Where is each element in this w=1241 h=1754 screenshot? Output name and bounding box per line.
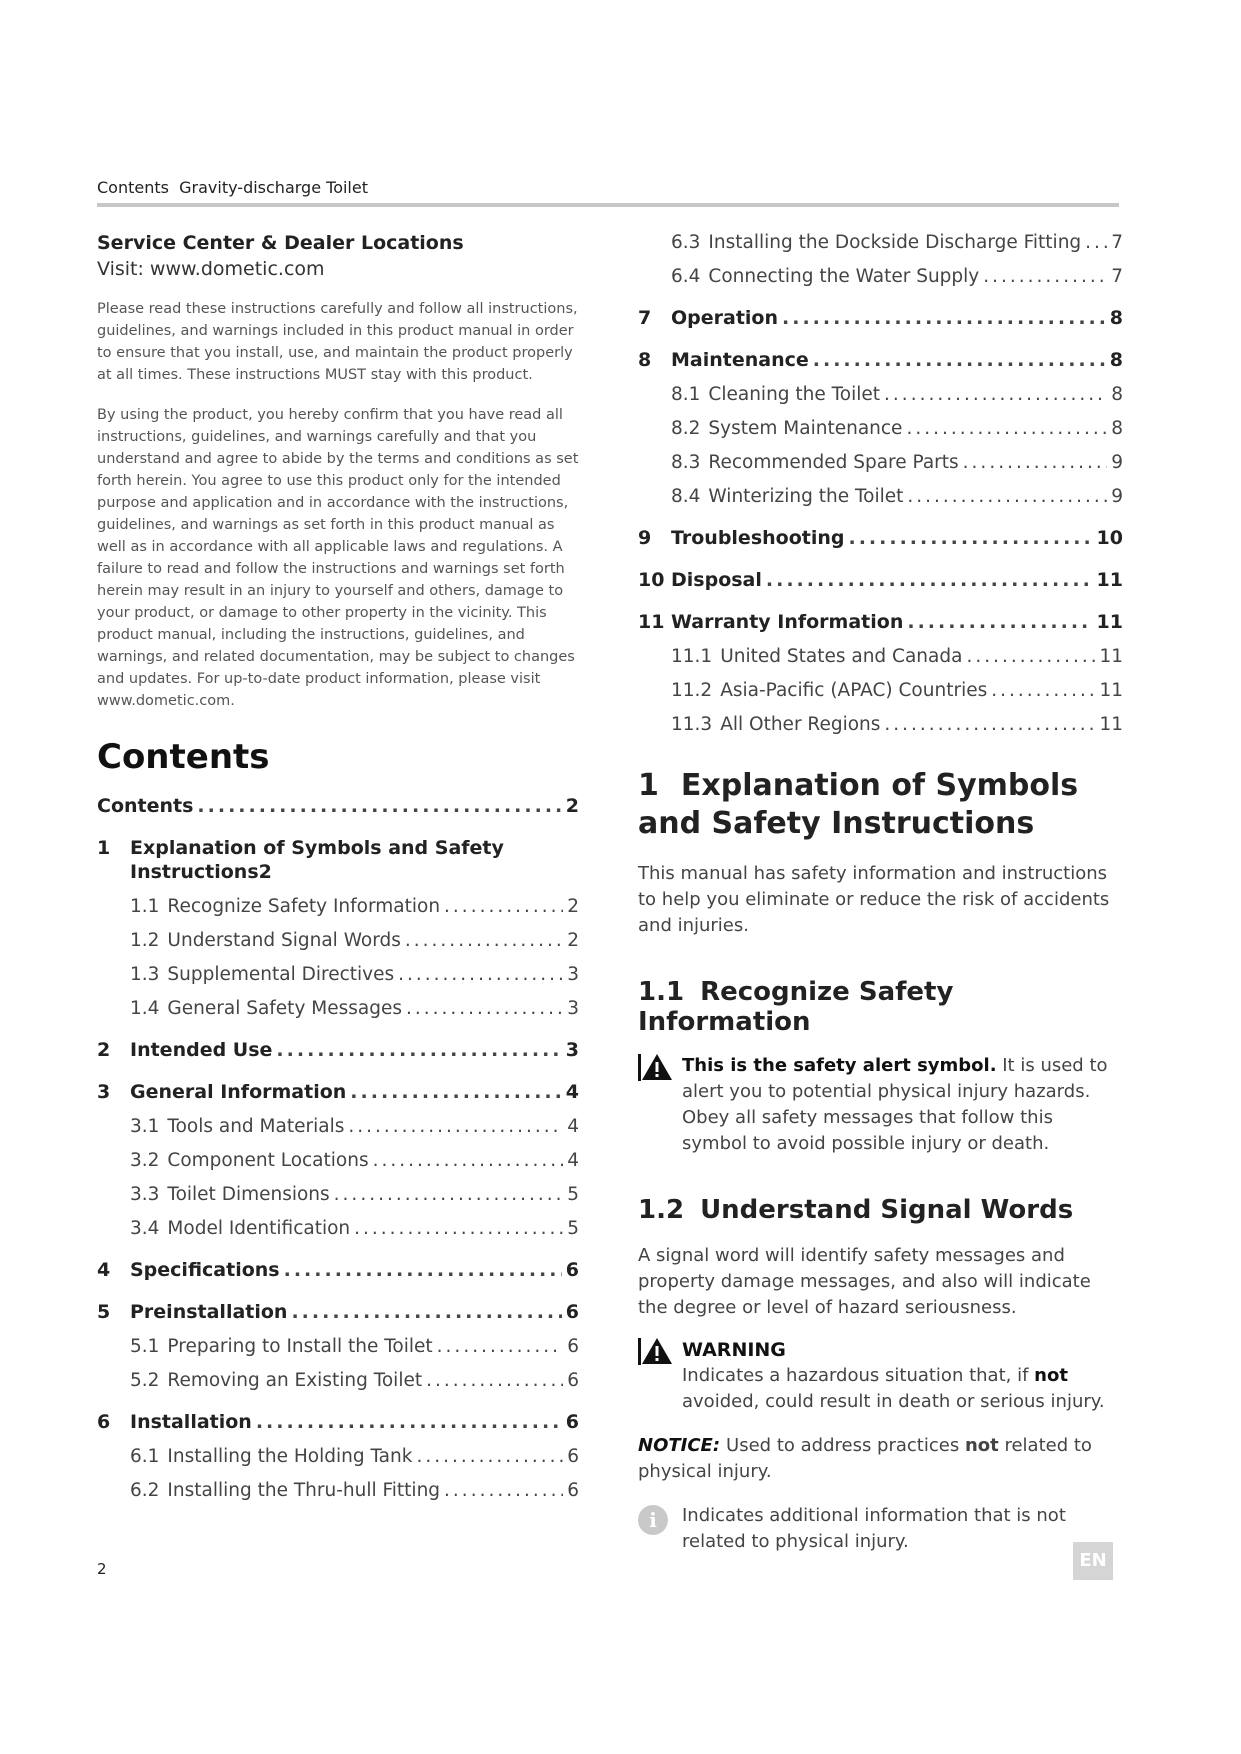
- toc-subentry-page: 2: [567, 930, 579, 951]
- page-number: 2: [97, 1560, 107, 1578]
- toc-entry-page: 8: [1109, 349, 1123, 371]
- section-1-1-heading: [638, 977, 1123, 1037]
- safety-alert-bold: This is the safety alert symbol.: [682, 1055, 997, 1076]
- toc-subentry: [97, 896, 579, 917]
- toc-leader-dots: [405, 930, 563, 951]
- toc-leader-dots: [813, 349, 1106, 371]
- section-1-1-title: Recognize Safety Information: [638, 977, 954, 1037]
- toc-entry-title: [97, 1259, 280, 1281]
- right-column: [638, 232, 1123, 1555]
- toc-subentry-page: 8: [1111, 384, 1123, 405]
- toc-subentry-number: 1.4: [130, 998, 160, 1019]
- notice-bold: not: [964, 1435, 999, 1456]
- toc-subentry-page: 6: [567, 1336, 579, 1357]
- toc-subentry-page: 5: [567, 1184, 579, 1205]
- toc-entry-number: 2: [97, 1039, 111, 1061]
- toc-subentry-label: Tools and Materials: [167, 1116, 345, 1137]
- toc-leader-dots: [406, 998, 563, 1019]
- toc-subentry-label: Removing an Existing Toilet: [167, 1370, 423, 1391]
- toc-subentry-title: [130, 998, 402, 1019]
- toc-subentry: [97, 1218, 579, 1239]
- toc-leader-dots: [197, 795, 561, 817]
- toc-subentry-title: [130, 1336, 433, 1357]
- toc-subentry-number: 11.3: [671, 714, 713, 735]
- toc-subentry-page: 7: [1111, 232, 1123, 253]
- toc-subentry-title: [130, 1370, 422, 1391]
- toc-entry-page: 11: [1096, 569, 1123, 591]
- toc-entry: [97, 837, 579, 883]
- toc-subentry-page: 4: [567, 1150, 579, 1171]
- header-product: Gravity-discharge Toilet: [179, 178, 368, 197]
- warning-title: WARNING: [682, 1339, 786, 1361]
- toc-entry-page: 4: [565, 1081, 579, 1103]
- toc-subentry-page: 3: [567, 998, 579, 1019]
- toc-entry-title: [638, 307, 778, 329]
- toc-entry-label: Warranty Information: [671, 611, 904, 633]
- toc-leader-dots: [373, 1150, 564, 1171]
- toc-subentry-label: Connecting the Water Supply: [708, 266, 980, 287]
- toc-subentry-page: 8: [1111, 418, 1123, 439]
- warning-triangle-icon: [638, 1337, 682, 1365]
- toc-subentry: [638, 418, 1123, 439]
- toc-subentry: [97, 998, 579, 1019]
- toc-subentry-page: 6: [567, 1446, 579, 1467]
- toc-subentry: [638, 646, 1123, 667]
- toc-entry-page: 8: [1109, 307, 1123, 329]
- toc-subentry-page: 6: [567, 1370, 579, 1391]
- toc-leader-dots: [983, 266, 1107, 287]
- toc-leader-dots: [849, 527, 1093, 549]
- toc-subentry-label: Understand Signal Words: [167, 930, 401, 951]
- section-1-2-title: Understand Signal Words: [700, 1195, 1074, 1225]
- notice-label: NOTICE:: [638, 1435, 721, 1456]
- running-header: [97, 178, 1119, 197]
- toc-entry-label: Explanation of Symbols and Safety: [130, 837, 504, 859]
- left-column: [97, 232, 579, 1501]
- toc-subentry-label: Preparing to Install the Toilet: [167, 1336, 433, 1357]
- toc-subentry-title: [130, 1116, 344, 1137]
- toc-entry-page: 2: [565, 795, 579, 817]
- toc-subentry-title: [130, 1218, 350, 1239]
- toc-subentry: [97, 1150, 579, 1171]
- toc-subentry: [97, 1336, 579, 1357]
- toc-entry-page: 2: [258, 861, 272, 883]
- toc-leader-dots: [907, 486, 1107, 507]
- section-1-heading: [638, 767, 1123, 843]
- toc-subentry-title: [671, 232, 1081, 253]
- toc-leader-dots: [334, 1184, 564, 1205]
- toc-subentry-number: 6.1: [130, 1446, 160, 1467]
- toc-subentry-title: [671, 384, 880, 405]
- warning-post: avoided, could result in death or serious injury.: [682, 1391, 1105, 1412]
- toc-leader-dots: [426, 1370, 563, 1391]
- toc-entry-number: 11: [638, 611, 665, 633]
- toc-subentry-page: 11: [1099, 714, 1123, 735]
- toc-entry-page: 6: [565, 1411, 579, 1433]
- toc-subentry-label: Recognize Safety Information: [167, 896, 441, 917]
- toc-subentry-label: Installing the Dockside Discharge Fitting: [708, 232, 1082, 253]
- toc-entry: [638, 611, 1123, 633]
- toc-subentry-label: Supplemental Directives: [167, 964, 395, 985]
- toc-subentry-label: Component Locations: [167, 1150, 369, 1171]
- notice-block: [638, 1433, 1123, 1485]
- info-icon: i: [638, 1505, 668, 1535]
- toc-subentry-page: 11: [1099, 646, 1123, 667]
- toc-subentry-label: Winterizing the Toilet: [708, 486, 904, 507]
- toc-subentry-number: 3.4: [130, 1218, 160, 1239]
- toc-subentry: [97, 1446, 579, 1467]
- toc-entry-page: 11: [1096, 611, 1123, 633]
- toc-entry-label: Operation: [671, 307, 779, 329]
- toc-leader-dots: [782, 307, 1106, 329]
- warning-text: [682, 1337, 1123, 1415]
- toc-subentry-label: United States and Canada: [720, 646, 963, 667]
- service-center-visit: Visit: www.dometic.com: [97, 258, 325, 280]
- section-1-number: 1: [638, 768, 659, 803]
- toc-entry-number: 5: [97, 1301, 111, 1323]
- toc-entry-title: [97, 795, 193, 817]
- toc-subentry-title: [671, 452, 959, 473]
- toc-entry-label: Installation: [130, 1411, 252, 1433]
- warning-block: [638, 1337, 1123, 1415]
- toc-subentry-label: Toilet Dimensions: [167, 1184, 330, 1205]
- toc-subentry-title: [130, 1446, 412, 1467]
- toc-entry: [97, 1301, 579, 1323]
- header-section: Contents: [97, 178, 169, 197]
- toc-entry-line2: [97, 861, 579, 883]
- warning-pre: Indicates a hazardous situation that, if: [682, 1365, 1035, 1386]
- toc-leader-dots: [966, 646, 1095, 667]
- toc-subentry-label: Asia-Pacific (APAC) Countries: [720, 680, 988, 701]
- safety-alert-text: [682, 1053, 1123, 1157]
- contents-heading: Contents: [97, 737, 270, 777]
- toc-subentry-number: 8.4: [671, 486, 701, 507]
- toc-leader-dots: [291, 1301, 561, 1323]
- section-1-1-number: 1.1: [638, 977, 685, 1007]
- toc-subentry-title: [130, 964, 394, 985]
- toc-entry: [638, 527, 1123, 549]
- toc-leader-dots: [416, 1446, 563, 1467]
- toc-subentry: [638, 486, 1123, 507]
- toc-subentry: [638, 680, 1123, 701]
- toc-subentry: [97, 1480, 579, 1501]
- toc-subentry-title: [130, 896, 440, 917]
- toc-entry-label: Disposal: [671, 569, 762, 591]
- toc-subentry-number: 6.3: [671, 232, 701, 253]
- toc-left: [97, 795, 579, 1501]
- toc-entry: [638, 349, 1123, 371]
- toc-entry-number: 7: [638, 307, 652, 329]
- toc-subentry-page: 9: [1111, 486, 1123, 507]
- toc-subentry-page: 6: [567, 1480, 579, 1501]
- notice-post: related to physical injury.: [638, 1435, 1092, 1482]
- toc-leader-dots: [1085, 232, 1107, 253]
- warning-bold: not: [1034, 1365, 1068, 1386]
- toc-subentry-title: [671, 680, 987, 701]
- toc-entry-title: [97, 1411, 252, 1433]
- toc-subentry-label: Model Identification: [167, 1218, 351, 1239]
- toc-subentry-label: System Maintenance: [708, 418, 903, 439]
- toc-subentry: [638, 452, 1123, 473]
- toc-subentry: [97, 964, 579, 985]
- toc-entry: [97, 1259, 579, 1281]
- toc-subentry: [97, 1184, 579, 1205]
- toc-leader-dots: [884, 714, 1095, 735]
- toc-entry-number: 6: [97, 1411, 111, 1433]
- toc-subentry-number: 8.2: [671, 418, 701, 439]
- toc-subentry-number: 1.3: [130, 964, 160, 985]
- intro-paragraph-2: By using the product, you hereby confirm that you have read all instructions, guidelines, and warnings carefully and that you understand and agree to abide by the terms and conditions as set forth herein. You agree to use this product only for the intended purpose and application and in accordance with the instructions, guidelines, and warnings as set forth in this product manual as well as in accordance with all applicable laws and regulations. A failure to read and follow the instructions and warnings set forth herein may result in an injury to yourself and others, damage to your product, or damage to other property in the vicinity. This product manual, including the instructions, guidelines, and warnings, and related documentation, may be subject to changes and updates. For up-to-date product information, please visit www.dometic.com.: [97, 407, 579, 709]
- toc-entry-title: [638, 527, 845, 549]
- toc-subentry-number: 5.2: [130, 1370, 160, 1391]
- toc-entry: [638, 307, 1123, 329]
- toc-leader-dots: [398, 964, 563, 985]
- toc-entry: [97, 1411, 579, 1433]
- toc-subentry: [638, 384, 1123, 405]
- toc-entry-label-cont: Instructions: [130, 861, 259, 883]
- toc-entry-number: 8: [638, 349, 652, 371]
- toc-subentry-label: Installing the Thru-hull Fitting: [167, 1480, 441, 1501]
- toc-entry: [97, 795, 579, 817]
- toc-entry-label: Maintenance: [671, 349, 809, 371]
- toc-subentry-page: 4: [567, 1116, 579, 1137]
- toc-subentry-number: 5.1: [130, 1336, 160, 1357]
- info-text: Indicates additional information that is not related to physical injury.: [682, 1505, 1066, 1552]
- toc-leader-dots: [444, 1480, 563, 1501]
- toc-subentry-number: 1.2: [130, 930, 160, 951]
- toc-entry: [97, 1039, 579, 1061]
- language-badge: EN: [1073, 1542, 1113, 1580]
- toc-entry-title: [97, 1039, 272, 1061]
- toc-subentry: [638, 714, 1123, 735]
- toc-leader-dots: [884, 384, 1107, 405]
- toc-entry-page: 6: [565, 1301, 579, 1323]
- toc-subentry-page: 9: [1111, 452, 1123, 473]
- safety-alert-body: It is used to alert you to potential physical injury hazards. Obey all safety messages that follow this symbol to avoid possible injury or death.: [682, 1055, 1108, 1154]
- toc-leader-dots: [907, 611, 1092, 633]
- section-1-intro: This manual has safety information and instructions to help you eliminate or reduce the risk of accidents and injuries.: [638, 863, 1110, 936]
- toc-subentry-title: [130, 1480, 440, 1501]
- toc-leader-dots: [256, 1411, 562, 1433]
- toc-entry-page: 10: [1096, 527, 1123, 549]
- toc-leader-dots: [766, 569, 1093, 591]
- toc-subentry-label: Recommended Spare Parts: [708, 452, 959, 473]
- toc-subentry-page: 3: [567, 964, 579, 985]
- toc-entry-number: 10: [638, 569, 665, 591]
- toc-subentry-number: 8.3: [671, 452, 701, 473]
- toc-entry-title: [638, 611, 903, 633]
- toc-entry: [97, 1081, 579, 1103]
- toc-subentry: [638, 266, 1123, 287]
- section-1-2-heading: [638, 1195, 1123, 1225]
- toc-leader-dots: [354, 1218, 563, 1239]
- toc-leader-dots: [444, 896, 563, 917]
- toc-entry-page: 3: [565, 1039, 579, 1061]
- info-block: [638, 1503, 1123, 1555]
- toc-subentry-title: [671, 646, 962, 667]
- section-1-2-number: 1.2: [638, 1195, 685, 1225]
- toc-entry-label: Contents: [97, 795, 194, 817]
- toc-subentry-title: [671, 714, 880, 735]
- toc-subentry-number: 8.1: [671, 384, 701, 405]
- toc-subentry-number: 1.1: [130, 896, 160, 917]
- toc-leader-dots: [348, 1116, 563, 1137]
- toc-entry-label: Preinstallation: [130, 1301, 288, 1323]
- toc-subentry-title: [130, 1150, 369, 1171]
- toc-leader-dots: [276, 1039, 561, 1061]
- toc-entry-number: 3: [97, 1081, 111, 1103]
- toc-subentry: [97, 1370, 579, 1391]
- info-icon-wrap: [638, 1503, 682, 1531]
- toc-entry-title: [638, 569, 762, 591]
- toc-subentry-label: Cleaning the Toilet: [708, 384, 881, 405]
- toc-subentry-number: 3.1: [130, 1116, 160, 1137]
- toc-entry-number: 1: [97, 837, 111, 859]
- section-1-2-intro: A signal word will identify safety messages and property damage messages, and also will indicate the degree or level of hazard seriousness.: [638, 1245, 1091, 1318]
- toc-subentry-title: [130, 1184, 330, 1205]
- toc-subentry-number: 11.2: [671, 680, 713, 701]
- intro-paragraph-1: Please read these instructions carefully and follow all instructions, guidelines, and warnings included in this product manual in order to ensure that you install, use, and maintain the product properly at all times. These instructions MUST stay with this product.: [97, 301, 578, 383]
- warning-triangle-icon: [638, 1053, 682, 1081]
- toc-subentry-title: [671, 266, 979, 287]
- toc-leader-dots: [906, 418, 1107, 439]
- toc-subentry: [97, 930, 579, 951]
- toc-entry: [638, 569, 1123, 591]
- notice-pre: Used to address practices: [726, 1435, 965, 1456]
- toc-subentry-label: General Safety Messages: [167, 998, 402, 1019]
- toc-entry-page: 6: [565, 1259, 579, 1281]
- toc-subentry-number: 3.3: [130, 1184, 160, 1205]
- toc-subentry-number: 6.2: [130, 1480, 160, 1501]
- section-1-title: Explanation of Symbols and Safety Instructions: [638, 768, 1079, 841]
- toc-right: [638, 232, 1123, 735]
- toc-subentry-page: 5: [567, 1218, 579, 1239]
- toc-entry-number: 4: [97, 1259, 111, 1281]
- toc-leader-dots: [437, 1336, 564, 1357]
- toc-entry-line1: [97, 837, 579, 859]
- toc-subentry-page: 7: [1111, 266, 1123, 287]
- service-center-title: Service Center & Dealer Locations: [97, 232, 464, 254]
- toc-subentry-number: 6.4: [671, 266, 701, 287]
- toc-entry-title: [97, 1301, 287, 1323]
- toc-leader-dots: [350, 1081, 561, 1103]
- toc-entry-label: Specifications: [130, 1259, 280, 1281]
- toc-leader-dots: [963, 452, 1108, 473]
- toc-entry-title: [97, 1081, 346, 1103]
- toc-subentry-title: [671, 418, 902, 439]
- toc-subentry-page: 2: [567, 896, 579, 917]
- toc-entry-label: Intended Use: [130, 1039, 273, 1061]
- toc-leader-dots: [991, 680, 1095, 701]
- toc-entry-label: General Information: [130, 1081, 347, 1103]
- toc-subentry-number: 3.2: [130, 1150, 160, 1171]
- toc-subentry: [97, 1116, 579, 1137]
- toc-subentry-number: 11.1: [671, 646, 713, 667]
- toc-subentry-page: 11: [1099, 680, 1123, 701]
- toc-entry-title: [638, 349, 809, 371]
- toc-subentry-title: [671, 486, 903, 507]
- toc-subentry: [638, 232, 1123, 253]
- header-divider: [97, 203, 1119, 207]
- toc-subentry-label: All Other Regions: [720, 714, 881, 735]
- toc-entry-number: 9: [638, 527, 652, 549]
- safety-alert-block: [638, 1053, 1123, 1157]
- toc-entry-label: Troubleshooting: [671, 527, 845, 549]
- toc-subentry-label: Installing the Holding Tank: [167, 1446, 413, 1467]
- toc-subentry-title: [130, 930, 401, 951]
- toc-leader-dots: [284, 1259, 562, 1281]
